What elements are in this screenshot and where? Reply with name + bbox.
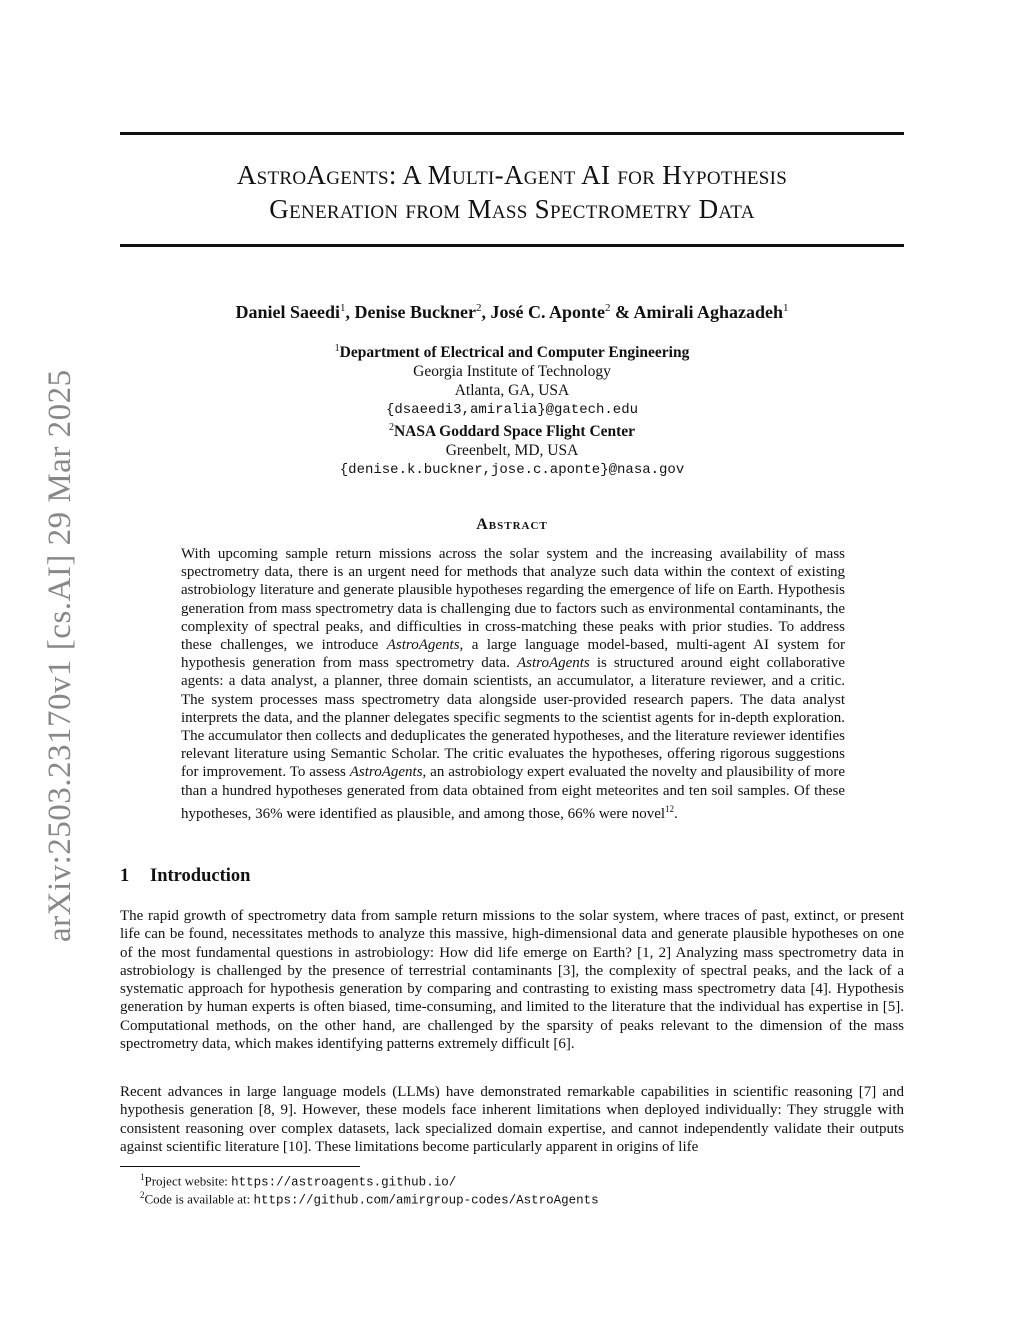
affiliation-1-dept: $^1$Department of Electrical and Computer Engineering [334,343,690,362]
paper-title [120,158,904,226]
author-list [120,302,904,323]
footnote-rule [120,1166,360,1167]
footnote-1: $^1$Project website: https://astroagents.github.io/ [140,1172,457,1190]
footnote-ref[interactable]: 12 [665,803,675,814]
title-bottom-rule [120,244,904,247]
affiliations [120,340,904,480]
author: Daniel Saeedi$^1$, [235,302,355,322]
footnote-link[interactable]: https://github.com/amirgroup-codes/AstroAgents [253,1193,599,1208]
intro-paragraph-1: The rapid growth of spectrometry data from sample return missions to the solar system, where traces of past, extinct, or present life can be found, necessitates methods to analyze this massive, high-dimensional data and generate plausible hypotheses on one of the most fundamental questions in astrobiology: How did life emerge on Earth? [1, 2] Analyzing mass spectrometry data in astrobiology is challenged by the presence of terrestrial contaminants [3], the complexity of spectral peaks, and the lack of a systematic approach for hypothesis generation by comparing and contrasting to existing mass spectrometry data [4]. Hypothesis generation by human experts is often biased, time-consuming, and limited to the literature that the individual has expertise in [5]. Computational methods, on the other hand, are challenged by the sparsity of peaks relevant to the dimension of the mass spectrometry data, which makes identifying patterns extremely difficult [6]. [120,908,904,1053]
footnote-link[interactable]: https://astroagents.github.io/ [231,1175,457,1190]
author: Denise Buckner$^2$, [354,302,491,322]
title-line-1: AstroAgents: A Multi-Agent AI for Hypothesis [236,160,788,190]
arxiv-stamp: arXiv:2503.23170v1 [cs.AI] 29 Mar 2025 [42,369,78,942]
author: Amirali Aghazadeh$^1$ [633,302,789,322]
title-line-2: Generation from Mass Spectrometry Data [269,194,755,224]
affiliation-1-email[interactable]: {dsaeedi3,amiralia}@gatech.edu [385,401,639,418]
author: José C. Aponte$^2$ & [490,302,634,322]
abstract-body: With upcoming sample return missions across the solar system and the increasing availability of mass spectrometry data, there is an urgent need for methods that analyze such data within the context of existing astrobiology literature and generate plausible hypotheses regarding the emergence of life on Earth. Hypothesis generation from mass spectrometry data is challenging due to factors such as environmental contaminants, the complexity of spectral peaks, and difficulties in cross-matching these peaks with prior studies. To address these challenges, we introduce AstroAgents, a large language model-based, multi-agent AI system for hypothesis generation from mass spectrometry data. AstroAgents is structured around eight collaborative agents: a data analyst, a planner, three domain scientists, an accumulator, a literature reviewer, and a critic. The system processes mass spectrometry data alongside user-provided research papers. The data analyst interprets the data, and the planner delegates specific segments to the scientist agents for in-depth exploration. The accumulator then collects and deduplicates the generated hypotheses, and the literature reviewer identifies relevant literature using Semantic Scholar. The critic evaluates the hypotheses, offering rigorous suggestions for improvement. To assess AstroAgents, an astrobiology expert evaluated the novelty and plausibility of more than a hundred hypotheses generated from data obtained from eight meteorites and ten soil samples. Of these hypotheses, 36% were identified as plausible, and among those, 66% were novel$^{12}$. [181,546,845,822]
footnote-2: $^2$Code is available at: https://github.com/amirgroup-codes/AstroAgents [140,1190,599,1208]
affiliation-2-location: Greenbelt, MD, USA [445,442,579,460]
abstract-heading: Abstract [476,516,548,533]
affiliation-1-location: Atlanta, GA, USA [454,381,570,399]
intro-paragraph-2: Recent advances in large language models (LLMs) have demonstrated remarkable capabilities in scientific reasoning [7] and hypothesis generation [8, 9]. However, these models face inherent limitations when deployed individually: They struggle with consistent reasoning over complex datasets, lack specialized domain expertise, and cannot independently validate their outputs against scientific literature [10]. These limitations become particularly apparent in origins of life [120,1084,904,1155]
affiliation-2-email[interactable]: {denise.k.buckner,jose.c.aponte}@nasa.gov [339,462,685,479]
title-top-rule [120,132,904,135]
section-heading: 1 Introduction [120,866,251,886]
affiliation-1-inst: Georgia Institute of Technology [413,362,611,380]
affiliation-2-dept: $^2$NASA Goddard Space Flight Center [388,422,636,441]
